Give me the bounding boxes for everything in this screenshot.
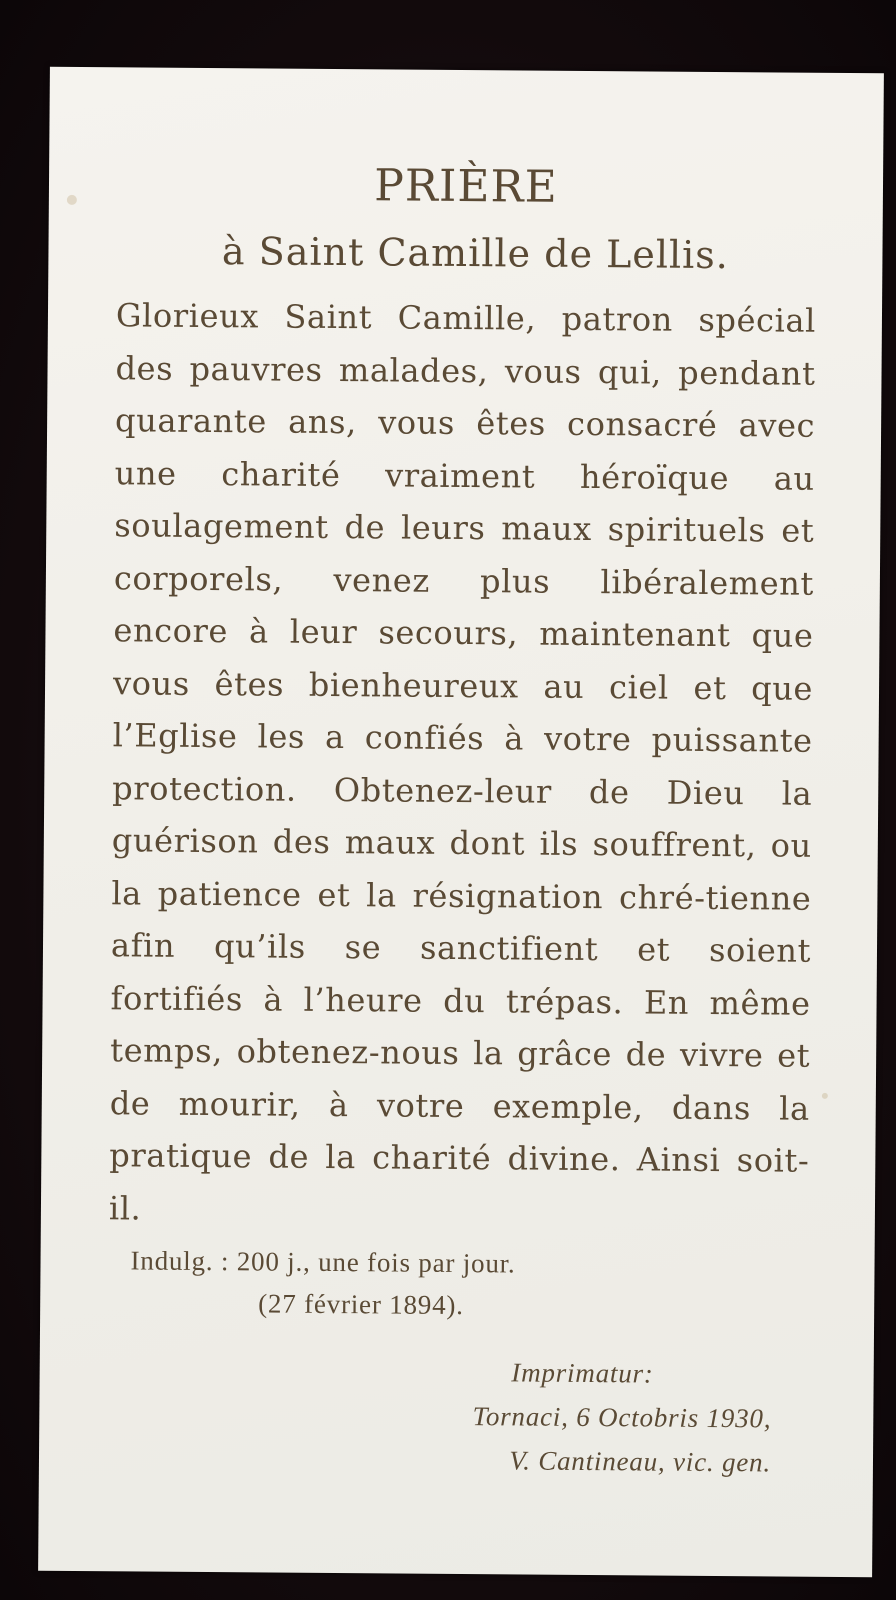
imprimatur-signatory: V. Cantineau, vic. gen. [509,1445,772,1478]
prayer-card [38,67,884,1578]
indulgence-date: (27 février 1894). [258,1288,464,1321]
imprimatur-block [472,1350,772,1484]
indulgence-note: Indulg. : 200 j., une fois par jour. [130,1245,516,1279]
prayer-text: Glorieux Saint Camille, patron spécial des pauvres malades, vous qui, pendant quarante ans, vous êtes consacré avec une charité vraiment héroïque au soulagement de leurs maux spirituels et corporels, venez plus libéralement encore à leur secours, maintenant que vous êtes bienheureux au ciel et que l’Eglise les a confiés à votre puissante protection. Obtenez-leur de Dieu la guérison des maux dont ils souffrent, ou la patience et la résignation chré-tienne afin qu’ils se sanctifient et soient fortifiés à l’heure du trépas. En même temps, obtenez-nous la grâce de vivre et de mourir, à votre exemple, dans la pratique de la charité divine. Ainsi soit-il. [108,296,817,1228]
card-subtitle: à Saint Camille de Lellis. [221,229,730,278]
card-title: PRIÈRE [374,160,558,213]
paper-stain [822,1093,828,1099]
imprimatur-place-date: Tornaci, 6 Octobris 1930, [472,1401,772,1434]
imprimatur-label: Imprimatur: [511,1357,654,1389]
